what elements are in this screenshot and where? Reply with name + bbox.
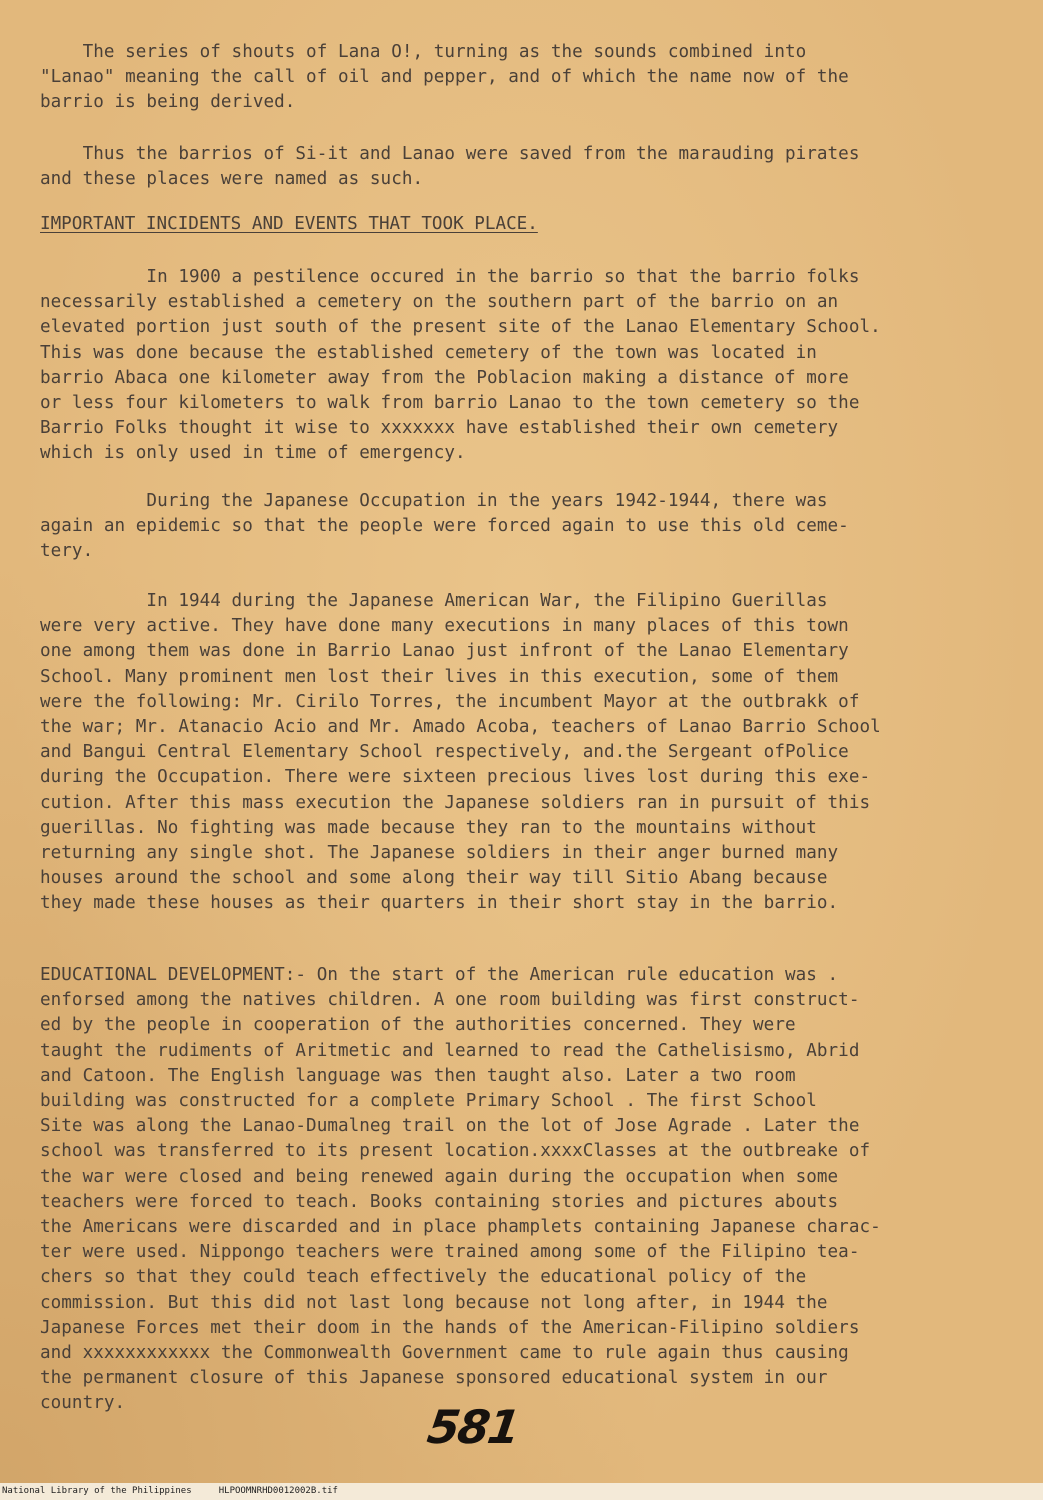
text-line: In 1944 during the Japanese American War, the Filipino Guerillas	[40, 591, 828, 611]
text-line: teachers were forced to teach. Books containing stories and pictures abouts	[40, 1191, 839, 1212]
text-line: and xxxxxxxxxxxx the Commonwealth Government came to rule again thus causing	[40, 1343, 849, 1364]
paragraph-educational-development	[40, 963, 1015, 1417]
text-line: building was constructed for a complete Primary School . The first School	[40, 1091, 817, 1112]
text-line: ter were used. Nippongo teachers were trained among some of the Filipino tea-	[40, 1242, 860, 1263]
paragraph-pestilence	[40, 265, 1015, 467]
text-line: barrio is being derived.	[40, 92, 296, 113]
paragraph-origin-name	[40, 40, 1015, 116]
text-line: ed by the people in cooperation of the authorities concerned. They were	[40, 1015, 796, 1036]
text-line: the war; Mr. Atanacio Acio and Mr. Amado Acoba, teachers of Lanao Barrio School	[40, 717, 881, 738]
text-line: Barrio Folks thought it wise to xxxxxxx have established their own cemetery	[40, 418, 839, 439]
text-line: EDUCATIONAL DEVELOPMENT:- On the start of the American rule education was .	[40, 965, 839, 985]
text-line: guerillas. No fighting was made because they ran to the mountains without	[40, 817, 817, 838]
text-line: tery.	[40, 541, 94, 562]
text-line: and these places were named as such.	[40, 169, 424, 190]
text-line: Japanese Forces met their doom in the hands of the American-Filipino soldiers	[40, 1317, 860, 1338]
text-line: During the Japanese Occupation in the years 1942-1944, there was	[40, 491, 828, 511]
text-line: Site was along the Lanao-Dumalneg trail on the lot of Jose Agrade . Later the	[40, 1116, 860, 1137]
text-line: houses around the school and some along their way till Sitio Abang because	[40, 868, 828, 889]
paragraph-occupation-epidemic	[40, 489, 1015, 565]
footer-text: National Library of the Philippines HLPOOMNRHD0012002B.tif	[2, 1486, 338, 1496]
text-line: School. Many prominent men lost their lives in this execution, some of them	[40, 666, 839, 687]
text-line: The series of shouts of Lana O!, turning as the sounds combined into	[40, 42, 807, 62]
text-line: again an epidemic so that the people were forced again to use this old ceme-	[40, 516, 849, 537]
handwritten-page-number: 581	[424, 1400, 522, 1454]
text-line: country.	[40, 1393, 126, 1414]
text-line: were very active. They have done many executions in many places of this town	[40, 616, 849, 637]
text-line: returning any single shot. The Japanese soldiers in their anger burned many	[40, 843, 839, 864]
text-line: the permanent closure of this Japanese sponsored educational system in our	[40, 1368, 828, 1389]
text-line: or less four kilometers to walk from barrio Lanao to the town cemetery so the	[40, 393, 860, 414]
archive-footer	[0, 1483, 1043, 1500]
text-line: and Catoon. The English language was then taught also. Later a two room	[40, 1065, 796, 1086]
text-line: school was transferred to its present location.xxxxClasses at the outbreake of	[40, 1141, 871, 1162]
text-line: chers so that they could teach effectively the educational policy of the	[40, 1267, 807, 1288]
text-line: the war were closed and being renewed again during the occupation when some	[40, 1166, 839, 1187]
text-line: enforsed among the natives children. A one room building was first construct-	[40, 990, 860, 1011]
paragraph-barrios-saved	[40, 142, 1015, 192]
text-line: the Americans were discarded and in place phamplets containing Japanese charac-	[40, 1217, 881, 1238]
paragraph-guerilla-execution	[40, 589, 1015, 917]
text-line: In 1900 a pestilence occured in the barrio so that the barrio folks	[40, 267, 860, 287]
text-line: during the Occupation. There were sixteen precious lives lost during this exe-	[40, 767, 871, 788]
text-line: Thus the barrios of Si-it and Lanao were saved from the marauding pirates	[40, 144, 860, 164]
text-line: elevated portion just south of the present site of the Lanao Elementary School.	[40, 317, 881, 338]
text-line: barrio Abaca one kilometer away from the Poblacion making a distance of more	[40, 367, 849, 388]
text-line: commission. But this did not last long because not long after, in 1944 the	[40, 1292, 828, 1313]
text-line: they made these houses as their quarters in their short stay in the barrio.	[40, 893, 839, 914]
text-line: cution. After this mass execution the Japanese soldiers ran in pursuit of this	[40, 792, 871, 813]
text-line: one among them was done in Barrio Lanao just infront of the Lanao Elementary	[40, 641, 849, 662]
text-line: This was done because the established cemetery of the town was located in	[40, 342, 817, 363]
text-line: which is only used in time of emergency.	[40, 443, 466, 464]
text-line: "Lanao" meaning the call of oil and pepper, and of which the name now of the	[40, 67, 849, 88]
text-line: and Bangui Central Elementary School respectively, and.the Sergeant ofPolice	[40, 742, 849, 763]
text-line: necessarily established a cemetery on the southern part of the barrio on an	[40, 292, 839, 313]
section-heading-incidents: IMPORTANT INCIDENTS AND EVENTS THAT TOOK PLACE.	[40, 214, 538, 234]
text-line: were the following: Mr. Cirilo Torres, the incumbent Mayor at the outbrakk of	[40, 691, 860, 712]
text-line: taught the rudiments of Aritmetic and learned to read the Cathelisismo, Abrid	[40, 1040, 860, 1061]
